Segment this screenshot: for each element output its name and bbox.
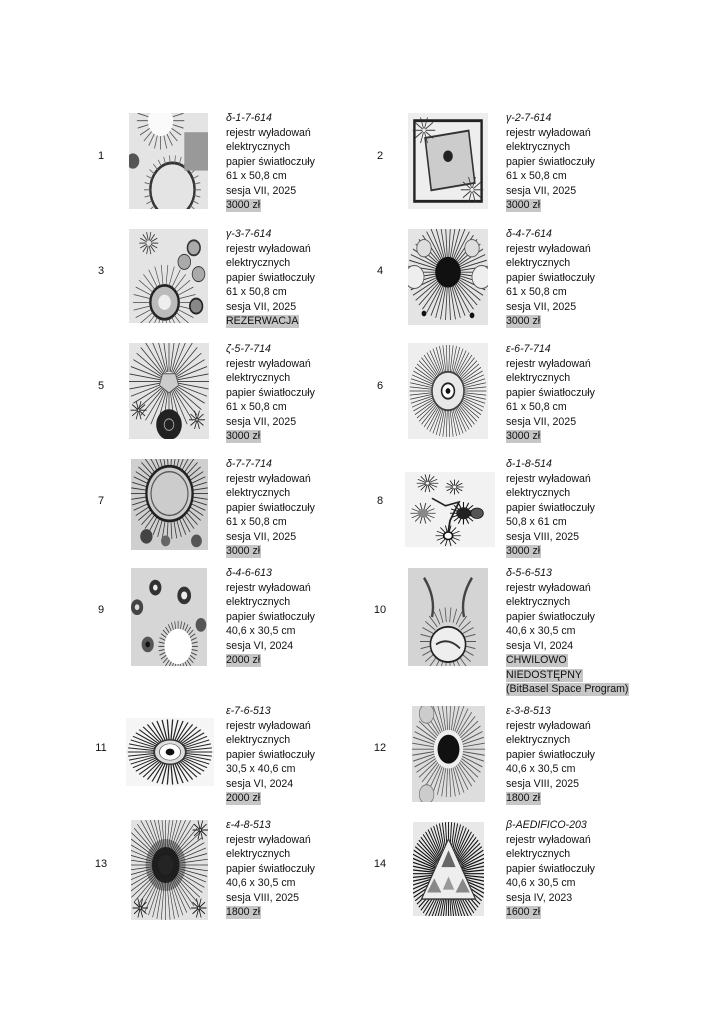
artwork-medium: papier światłoczuły (226, 862, 315, 875)
item-number: 2 (376, 150, 384, 162)
artwork-session: sesja VIII, 2025 (506, 777, 580, 790)
price-status-badge: 3000 zł (506, 545, 541, 557)
artwork-title: δ-1-7-614 (226, 112, 272, 124)
artwork-session: sesja VIII, 2025 (226, 891, 300, 904)
artwork-title: δ-4-7-614 (506, 228, 552, 240)
ring-artwork (131, 459, 208, 550)
item-number: 12 (373, 742, 387, 754)
price-status-badge: 2000 zł (226, 792, 261, 804)
artwork-technique-cont: elektrycznych (506, 372, 571, 384)
artwork-size: 40,6 x 30,5 cm (506, 625, 576, 637)
price-status-badge: 1600 zł (506, 906, 541, 918)
artwork-medium: papier światłoczuły (506, 862, 595, 875)
artwork-medium: papier światłoczuły (506, 155, 595, 168)
artwork-session: sesja VI, 2024 (506, 639, 574, 652)
artwork-technique: rejestr wyładowań (506, 357, 591, 370)
item-details (506, 566, 629, 697)
artwork-title: ζ-5-7-714 (226, 343, 271, 355)
artwork-technique-cont: elektrycznych (226, 141, 291, 153)
item-number: 4 (376, 265, 384, 277)
item-details (506, 704, 595, 806)
artwork-technique-cont: elektrycznych (506, 257, 571, 269)
item-details (506, 227, 595, 329)
framed-discharge-artwork (408, 113, 488, 209)
item-number: 7 (97, 495, 105, 507)
price-status-badge: 3000 zł (506, 430, 541, 442)
artwork-technique: rejestr wyładowań (226, 833, 311, 846)
artwork-title: ε-7-6-513 (226, 705, 271, 717)
artwork-technique: rejestr wyładowań (506, 126, 591, 139)
artwork-technique-cont: elektrycznych (226, 596, 291, 608)
artwork-session: sesja VII, 2025 (506, 184, 577, 197)
artwork-technique: rejestr wyładowań (226, 472, 311, 485)
artwork-title: δ-5-6-513 (506, 567, 552, 579)
dark-burst-artwork (131, 820, 208, 920)
artwork-size: 40,6 x 30,5 cm (226, 877, 296, 889)
artwork-size: 40,6 x 30,5 cm (506, 763, 576, 775)
artwork-medium: papier światłoczuły (226, 748, 315, 761)
artwork-medium: papier światłoczuły (506, 386, 595, 399)
item-details (506, 818, 595, 920)
item-details (226, 111, 315, 213)
price-status-badge: 3000 zł (226, 545, 261, 557)
artwork-technique: rejestr wyładowań (506, 833, 591, 846)
item-details (226, 566, 315, 668)
artwork-title: δ-4-6-613 (226, 567, 272, 579)
item-number: 9 (97, 604, 105, 616)
artwork-technique: rejestr wyładowań (226, 581, 311, 594)
artwork-technique: rejestr wyładowań (226, 357, 311, 370)
item-details (226, 704, 315, 806)
artwork-medium: papier światłoczuły (506, 610, 595, 623)
item-number: 5 (97, 380, 105, 392)
artwork-title: δ-1-8-514 (506, 458, 552, 470)
artwork-technique: rejestr wyładowań (226, 242, 311, 255)
item-details (226, 457, 315, 559)
triangle-artwork (413, 822, 484, 916)
dark-ring-artwork (412, 706, 485, 802)
item-details (506, 457, 595, 559)
item-details (506, 111, 595, 213)
artwork-technique: rejestr wyładowań (506, 719, 591, 732)
item-details (226, 818, 315, 920)
artwork-size: 61 x 50,8 cm (506, 170, 567, 182)
artwork-title: γ-2-7-614 (506, 112, 552, 124)
artwork-medium: papier światłoczuły (226, 271, 315, 284)
artwork-size: 30,5 x 40,6 cm (226, 763, 296, 775)
bowl-artwork (408, 568, 488, 666)
item-details (506, 342, 595, 444)
artwork-medium: papier światłoczuły (226, 610, 315, 623)
artwork-size: 61 x 50,8 cm (506, 286, 567, 298)
artwork-size: 40,6 x 30,5 cm (226, 625, 296, 637)
item-number: 14 (373, 858, 387, 870)
price-status-badge: 1800 zł (226, 906, 261, 918)
sunburst-artwork (408, 343, 488, 439)
artwork-title: β-AEDIFICO-203 (506, 819, 587, 831)
price-status-badge: 3000 zł (226, 430, 261, 442)
artwork-title: γ-3-7-614 (226, 228, 272, 240)
multi-circle-artwork (129, 229, 208, 323)
artwork-session: sesja VII, 2025 (506, 300, 577, 313)
artwork-technique: rejestr wyładowań (226, 126, 311, 139)
artwork-medium: papier światłoczuły (226, 386, 315, 399)
artwork-session: sesja VII, 2025 (506, 415, 577, 428)
artwork-technique-cont: elektrycznych (226, 372, 291, 384)
artwork-technique: rejestr wyładowań (506, 581, 591, 594)
artwork-title: δ-7-7-714 (226, 458, 272, 470)
artwork-technique-cont: elektrycznych (226, 487, 291, 499)
price-status-badge: 2000 zł (226, 654, 261, 666)
artwork-size: 61 x 50,8 cm (226, 286, 287, 298)
item-number: 6 (376, 380, 384, 392)
branching-artwork (129, 343, 209, 439)
artwork-size: 61 x 50,8 cm (226, 516, 287, 528)
artwork-session: sesja VIII, 2025 (506, 530, 580, 543)
artwork-session: sesja VI, 2024 (226, 777, 294, 790)
artwork-title: ε-3-8-513 (506, 705, 551, 717)
artwork-session: sesja IV, 2023 (506, 891, 573, 904)
artwork-session: sesja VII, 2025 (226, 415, 297, 428)
target-artwork (126, 718, 214, 786)
dark-core-artwork (408, 229, 488, 325)
artwork-technique-cont: elektrycznych (506, 734, 571, 746)
artwork-technique-cont: elektrycznych (506, 487, 571, 499)
item-details (226, 227, 315, 329)
artwork-session: sesja VII, 2025 (226, 184, 297, 197)
artwork-size: 61 x 50,8 cm (506, 401, 567, 413)
artwork-session: sesja VII, 2025 (226, 530, 297, 543)
status-badge-line: NIEDOSTĘPNY (506, 668, 582, 681)
price-status-badge: 3000 zł (506, 315, 541, 327)
artwork-size: 61 x 50,8 cm (226, 170, 287, 182)
artwork-medium: papier światłoczuły (506, 501, 595, 514)
artwork-technique-cont: elektrycznych (226, 257, 291, 269)
artwork-size: 50,8 x 61 cm (506, 516, 567, 528)
artwork-technique-cont: elektrycznych (506, 596, 571, 608)
artwork-session: sesja VI, 2024 (226, 639, 294, 652)
price-status-badge: REZERWACJA (226, 315, 299, 327)
item-number: 1 (97, 150, 105, 162)
radial-burst-artwork (129, 113, 208, 209)
item-details (226, 342, 315, 444)
artwork-session: sesja VII, 2025 (226, 300, 297, 313)
item-number: 10 (373, 604, 387, 616)
artwork-technique: rejestr wyładowań (506, 472, 591, 485)
eyes-artwork (131, 568, 207, 666)
item-number: 8 (376, 495, 384, 507)
artwork-title: ε-6-7-714 (506, 343, 551, 355)
artwork-size: 40,6 x 30,5 cm (506, 877, 576, 889)
item-number: 13 (94, 858, 108, 870)
artwork-technique-cont: elektrycznych (506, 141, 571, 153)
artwork-medium: papier światłoczuły (506, 748, 595, 761)
artwork-medium: papier światłoczuły (226, 155, 315, 168)
price-status-badge: CHWILOWO (506, 654, 567, 666)
item-number: 3 (97, 265, 105, 277)
artwork-technique: rejestr wyładowań (506, 242, 591, 255)
artwork-technique: rejestr wyładowań (226, 719, 311, 732)
artwork-technique-cont: elektrycznych (226, 734, 291, 746)
artwork-medium: papier światłoczuły (506, 271, 595, 284)
status-badge-line: (BitBasel Space Program) (506, 683, 629, 695)
price-status-badge: 3000 zł (226, 199, 261, 211)
artwork-title: ε-4-8-513 (226, 819, 271, 831)
artwork-technique-cont: elektrycznych (506, 848, 571, 860)
price-status-badge: 3000 zł (506, 199, 541, 211)
artwork-medium: papier światłoczuły (226, 501, 315, 514)
artwork-size: 61 x 50,8 cm (226, 401, 287, 413)
item-number: 11 (95, 742, 107, 754)
scattered-stars-artwork (405, 472, 495, 547)
artwork-technique-cont: elektrycznych (226, 848, 291, 860)
price-status-badge: 1800 zł (506, 792, 541, 804)
